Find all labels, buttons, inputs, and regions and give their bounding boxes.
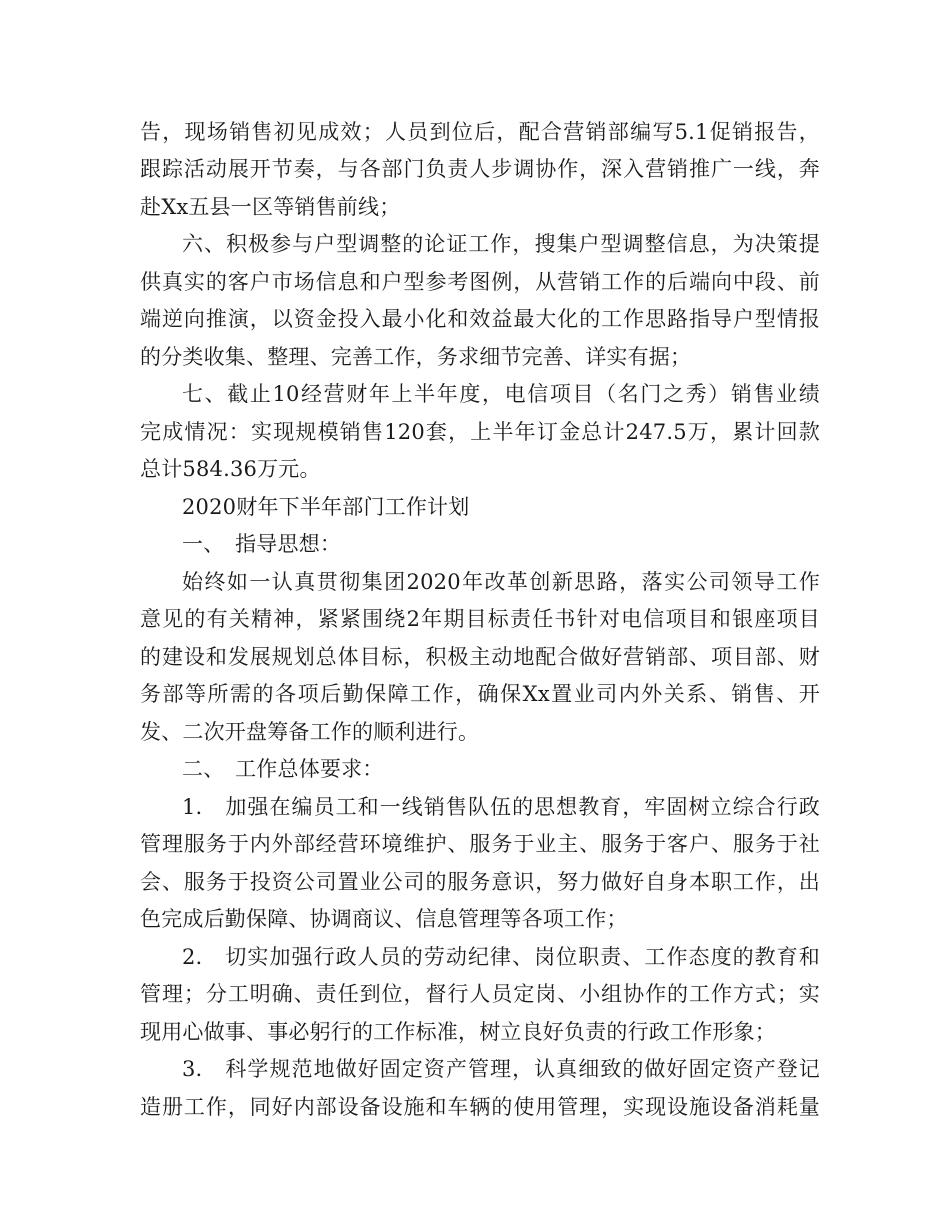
section-heading: 一、 指导思想： (182, 532, 342, 556)
text-line: 六、积极参与户型调整的论证工作，搜集户型调整信息，为决策提 (182, 232, 820, 256)
section-heading: 2020财年下半年部门工作计划 (182, 495, 470, 519)
text-line: 发、二次开盘筹备工作的顺利进行。 (140, 720, 480, 744)
text-line: 2. 切实加强行政人员的劳动纪律、岗位职责、工作态度的教育和 (182, 945, 820, 969)
text-line: 赴Xx五县一区等销售前线； (140, 195, 401, 219)
text-line: 始终如一认真贯彻集团2020年改革创新思路，落实公司领导工作 (182, 570, 820, 594)
text-line: 务部等所需的各项后勤保障工作，确保Xx置业司内外关系、销售、开 (140, 682, 820, 706)
text-line: 会、服务于投资公司置业公司的服务意识，努力做好自身本职工作，出 (140, 870, 820, 894)
text-line: 造册工作，同好内部设备设施和车辆的使用管理，实现设施设备消耗量 (140, 1095, 820, 1119)
text-line: 跟踪活动展开节奏，与各部门负责人步调协作，深入营销推广一线，奔 (140, 157, 820, 181)
text-line: 的建设和发展规划总体目标，积极主动地配合做好营销部、项目部、财 (140, 645, 820, 669)
text-line: 意见的有关精神，紧紧围绕2年期目标责任书针对电信项目和银座项目 (140, 607, 820, 631)
text-line: 管理；分工明确、责任到位，督行人员定岗、小组协作的工作方式；实 (140, 982, 820, 1006)
text-line: 管理服务于内外部经营环境维护、服务于业主、服务于客户、服务于社 (140, 832, 820, 856)
text-line: 的分类收集、整理、完善工作，务求细节完善、详实有据； (140, 345, 692, 369)
section-heading: 二、 工作总体要求： (182, 757, 384, 781)
text-line: 七、截止10经营财年上半年度，电信项目（名门之秀）销售业绩 (182, 382, 820, 406)
text-line: 端逆向推演，以资金投入最小化和效益最大化的工作思路指导户型情报 (140, 307, 820, 331)
text-line: 色完成后勤保障、协调商议、信息管理等各项工作； (140, 907, 628, 931)
text-line: 1. 加强在编员工和一线销售队伍的思想教育，牢固树立综合行政 (182, 795, 820, 819)
text-line: 完成情况：实现规模销售120套，上半年订金总计247.5万，累计回款 (140, 420, 820, 444)
text-line: 供真实的客户市场信息和户型参考图例，从营销工作的后端向中段、前 (140, 270, 820, 294)
text-line: 3. 科学规范地做好固定资产管理，认真细致的做好固定资产登记 (182, 1057, 820, 1081)
text-line: 告，现场销售初见成效；人员到位后，配合营销部编写5.1促销报告， (140, 120, 820, 144)
text-line: 总计584.36万元。 (140, 457, 321, 481)
text-line: 现用心做事、事必躬行的工作标准，树立良好负责的行政工作形象； (140, 1020, 776, 1044)
